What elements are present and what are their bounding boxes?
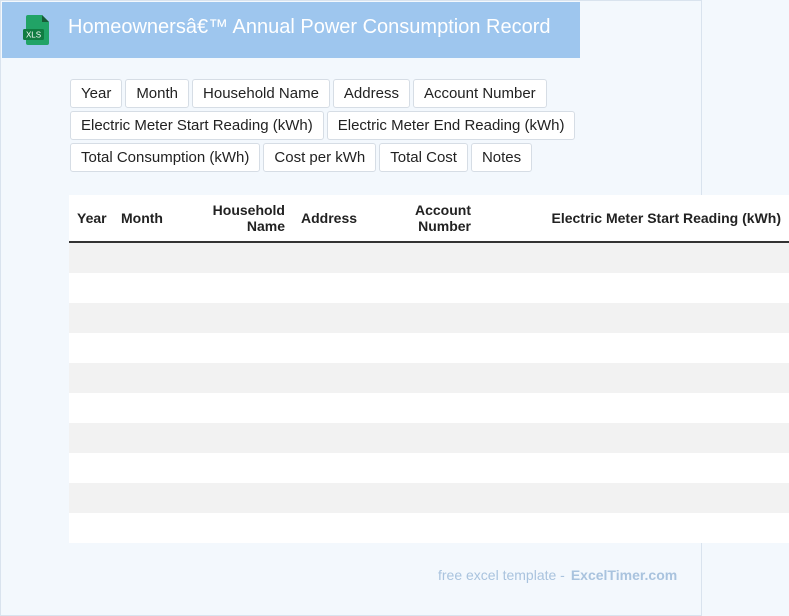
field-chip[interactable]: Household Name [192,79,330,108]
table-cell[interactable] [479,423,789,453]
field-chip[interactable]: Total Consumption (kWh) [70,143,260,172]
table-cell[interactable] [113,333,203,363]
table-row [69,273,789,303]
table-cell[interactable] [113,483,203,513]
table-header-row [69,195,789,242]
table-cell[interactable] [69,483,113,513]
table-cell[interactable] [479,393,789,423]
data-table [69,195,789,543]
table-cell[interactable] [379,273,479,303]
table-cell[interactable] [203,483,293,513]
table-row [69,513,789,543]
table-cell[interactable] [379,483,479,513]
table-cell[interactable] [113,423,203,453]
table-row [69,393,789,423]
table-cell[interactable] [69,303,113,333]
table-row [69,423,789,453]
column-header[interactable]: Address [293,195,379,242]
table-cell[interactable] [69,333,113,363]
chip-row [70,79,690,108]
table-cell[interactable] [293,333,379,363]
table-cell[interactable] [69,393,113,423]
table-cell[interactable] [479,333,789,363]
table-cell[interactable] [203,393,293,423]
table-row [69,303,789,333]
table-cell[interactable] [479,513,789,543]
table-cell[interactable] [379,513,479,543]
field-chip[interactable]: Electric Meter Start Reading (kWh) [70,111,324,140]
table-cell[interactable] [203,333,293,363]
column-header[interactable]: Account Number [379,195,479,242]
table-cell[interactable] [113,303,203,333]
table-cell[interactable] [379,303,479,333]
table-body [69,242,789,543]
table-cell[interactable] [203,453,293,483]
table-cell[interactable] [293,393,379,423]
page-title: Homeownersâ€™ Annual Power Consumption Record [68,16,551,38]
xls-file-icon [22,14,52,46]
field-chip[interactable]: Total Cost [379,143,468,172]
field-chip[interactable]: Address [333,79,410,108]
table-cell[interactable] [113,273,203,303]
field-chip[interactable]: Year [70,79,122,108]
table-cell[interactable] [479,303,789,333]
footer-text: free excel template - [438,567,565,583]
chip-row [70,143,690,172]
table-cell[interactable] [113,393,203,423]
table-cell[interactable] [203,363,293,393]
table-cell[interactable] [203,423,293,453]
column-header[interactable]: Month [113,195,203,242]
footer-brand-link[interactable]: ExcelTimer.com [570,567,678,583]
field-chip[interactable]: Notes [471,143,532,172]
table-cell[interactable] [293,423,379,453]
svg-text:XLS: XLS [25,30,42,40]
field-chip[interactable]: Account Number [413,79,547,108]
table-cell[interactable] [113,453,203,483]
table-cell[interactable] [293,303,379,333]
table-cell[interactable] [293,483,379,513]
title-bar [2,2,580,58]
table-cell[interactable] [113,513,203,543]
data-table-container[interactable] [69,195,781,542]
table-cell[interactable] [379,423,479,453]
field-chip[interactable]: Electric Meter End Reading (kWh) [327,111,576,140]
table-row [69,483,789,513]
table-cell[interactable] [69,513,113,543]
table-cell[interactable] [479,363,789,393]
table-cell[interactable] [379,453,479,483]
table-cell[interactable] [69,242,113,273]
table-cell[interactable] [479,483,789,513]
field-chip-list [70,79,690,175]
field-chip[interactable]: Cost per kWh [263,143,376,172]
table-cell[interactable] [69,363,113,393]
table-cell[interactable] [479,273,789,303]
table-cell[interactable] [203,242,293,273]
table-cell[interactable] [203,513,293,543]
field-chip[interactable]: Month [125,79,189,108]
table-cell[interactable] [113,242,203,273]
column-header[interactable]: Household Name [203,195,293,242]
column-header[interactable]: Year [69,195,113,242]
table-cell[interactable] [203,273,293,303]
table-cell[interactable] [293,453,379,483]
table-cell[interactable] [479,242,789,273]
table-row [69,453,789,483]
table-cell[interactable] [69,273,113,303]
column-header[interactable]: Electric Meter Start Reading (kWh) [479,195,789,242]
table-cell[interactable] [203,303,293,333]
table-cell[interactable] [293,273,379,303]
table-cell[interactable] [379,333,479,363]
table-cell[interactable] [113,363,203,393]
table-cell[interactable] [379,363,479,393]
table-cell[interactable] [293,242,379,273]
table-row [69,363,789,393]
chip-row [70,111,690,140]
table-cell[interactable] [69,423,113,453]
table-cell[interactable] [69,453,113,483]
table-cell[interactable] [379,393,479,423]
table-cell[interactable] [479,453,789,483]
footer [438,567,677,583]
table-row [69,242,789,273]
table-cell[interactable] [293,363,379,393]
table-row [69,333,789,363]
table-cell[interactable] [379,242,479,273]
table-cell[interactable] [293,513,379,543]
